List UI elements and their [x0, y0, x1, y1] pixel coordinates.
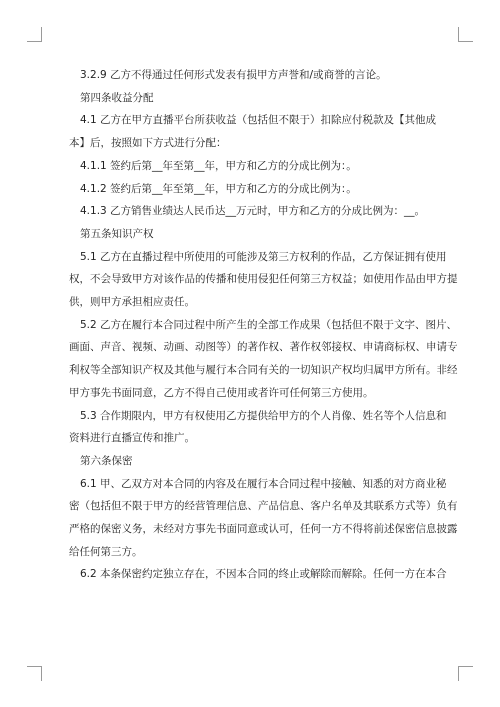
clause-5-2: 5.2 乙方在履行本合同过程中所产生的全部工作成果（包括但不限于文字、图片、	[80, 318, 458, 331]
document-page	[69, 64, 458, 586]
clause-5-1: 5.1 乙方在直播过程中所使用的可能涉及第三方权利的作品，乙方保证拥有使用	[80, 250, 447, 263]
clause-5-2-continued: 画面、声音、视频、动画、动图等）的著作权、著作权邻接权、申请商标权、申请专	[69, 341, 458, 354]
crop-mark-top-right	[458, 27, 473, 42]
clause-5-3-continued: 资料进行直播宣传和推广。	[69, 432, 195, 445]
clause-5-1-continued: 权，不会导致甲方对该作品的传播和使用侵犯任何第三方权益；如使用作品由甲方提	[69, 273, 458, 286]
clause-6-1-continued: 密（包括但不限于甲方的经营管理信息、产品信息、客户名单及其联系方式等）负有	[69, 500, 458, 513]
crop-mark-bottom-left	[27, 666, 42, 681]
crop-mark-top-left	[27, 27, 42, 42]
clause-6-1: 6.1 甲、乙双方对本合同的内容及在履行本合同过程中接触、知悉的对方商业秘	[80, 477, 447, 490]
heading-article-6: 第六条保密	[80, 454, 133, 467]
clause-5-1-continued: 供，则甲方承担相应责任。	[69, 296, 195, 309]
heading-article-4: 第四条收益分配	[80, 91, 154, 104]
clause-4-1-3: 4.1.3 乙方销售业绩达人民币达__万元时，甲方和乙方的分成比例为：__。	[80, 205, 426, 218]
clause-5-3: 5.3 合作期限内，甲方有权使用乙方提供给甲方的个人肖像、姓名等个人信息和	[80, 409, 447, 422]
clause-4-1-continued: 本】后，按照如下方式进行分配：	[69, 137, 227, 150]
clause-4-1: 4.1 乙方在甲方直播平台所获收益（包括但不限于）扣除应付税款及【其他成	[80, 114, 437, 127]
clause-5-2-continued: 利权等全部知识产权及其他与履行本合同有关的一切知识产权均归属甲方所有。非经	[69, 364, 458, 377]
clause-4-1-2: 4.1.2 签约后第__年至第__年，甲方和乙方的分成比例为：。	[80, 182, 357, 195]
clause-6-1-continued: 给任何第三方。	[69, 545, 143, 558]
heading-article-5: 第五条知识产权	[80, 227, 154, 240]
clause-3-2-9: 3.2.9 乙方不得通过任何形式发表有损甲方声誉和/或商誉的言论。	[80, 69, 387, 81]
crop-mark-bottom-right	[458, 666, 473, 681]
clause-6-2: 6.2 本条保密约定独立存在，不因本合同的终止或解除而解除。任何一方在本合	[80, 568, 447, 581]
clause-5-2-continued: 甲方事先书面同意，乙方不得自己使用或者许可任何第三方使用。	[69, 386, 374, 399]
clause-6-1-continued: 严格的保密义务，未经对方事先书面同意或认可，任何一方不得将前述保密信息披露	[69, 523, 458, 536]
clause-4-1-1: 4.1.1 签约后第__年至第__年，甲方和乙方的分成比例为：。	[80, 159, 357, 172]
